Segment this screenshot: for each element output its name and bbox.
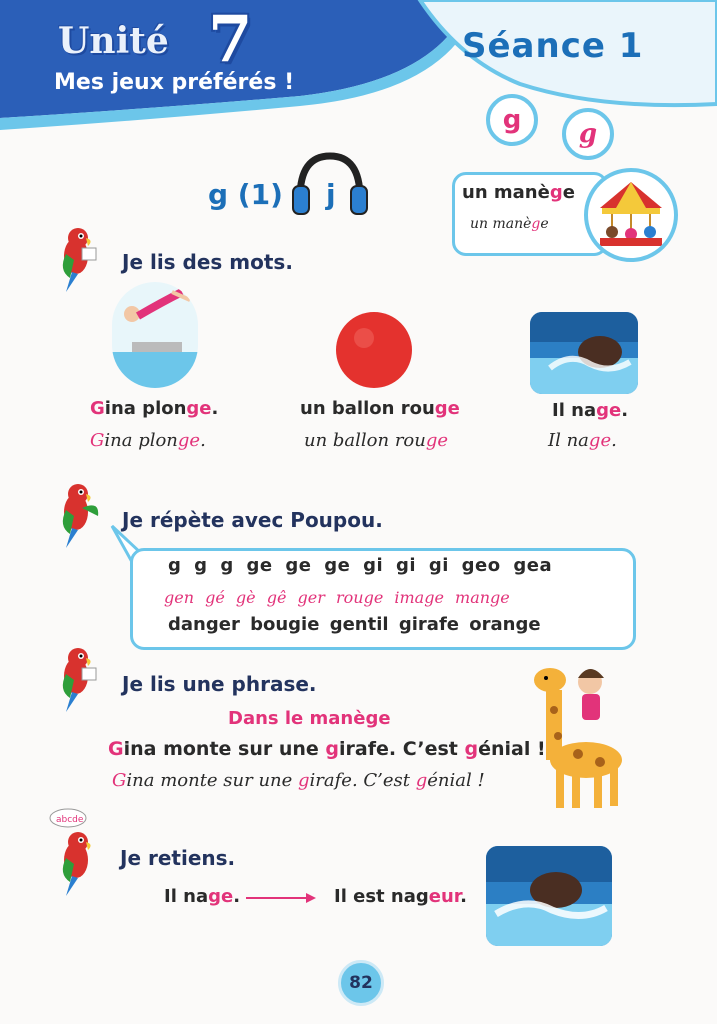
parrot-thinking-icon: [48, 808, 108, 898]
unit-subtitle: Mes jeux préférés !: [54, 70, 295, 95]
sentence-print: Gina monte sur une girafe. C’est génial !: [108, 738, 546, 760]
svg-text:abcde: abcde: [56, 815, 84, 825]
swimmer-image-2: [486, 846, 612, 946]
sentence-cursive: Gina monte sur une girafe. C’est génial !: [112, 770, 485, 791]
swimmer-image: [530, 312, 638, 394]
carousel-image: [584, 168, 678, 262]
session-title: Séance 1: [462, 26, 644, 66]
section-read-sentence: Je lis une phrase.: [122, 672, 317, 696]
reference-word-print: un manège: [462, 182, 575, 203]
section-remember: Je retiens.: [120, 846, 236, 870]
parrot-icon: [52, 480, 102, 550]
unit-label: Unité: [58, 20, 169, 62]
word-3-cursive: Il nage.: [548, 430, 617, 451]
word-2-cursive: un ballon rouge: [304, 430, 449, 451]
word-1-cursive: Gina plonge.: [90, 430, 206, 451]
section-read-words: Je lis des mots.: [122, 250, 293, 274]
section-repeat: Je répète avec Poupou.: [122, 508, 383, 532]
word-3-print: Il nage.: [552, 400, 629, 421]
arrow-right-icon: [244, 888, 318, 908]
parrot-icon: [52, 224, 102, 294]
giraffe-image: [528, 650, 638, 810]
letter-badge-cursive: g: [562, 108, 614, 160]
sentence-title: Dans le manège: [228, 708, 391, 729]
cursive-row: gen gé gè gê ger rouge image mange: [164, 588, 510, 607]
remember-left: Il nage.: [164, 886, 241, 907]
word-2-print: un ballon rouge: [300, 398, 460, 419]
syllable-row: g g g ge ge ge gi gi gi geo gea: [168, 555, 553, 576]
diver-image: [112, 282, 198, 388]
remember-right: Il est nageur.: [334, 886, 467, 907]
words-row: danger bougie gentil girafe orange: [168, 614, 541, 635]
word-1-print: Gina plonge.: [90, 398, 219, 419]
parrot-icon: [52, 644, 102, 714]
unit-number: 7: [208, 2, 253, 77]
sound-label-g: g (1): [208, 178, 283, 211]
sound-label-j: j: [326, 178, 336, 211]
red-ball-image: [334, 310, 414, 390]
reference-word-cursive: un manège: [470, 216, 549, 232]
page-number: 82: [338, 960, 384, 1006]
letter-badge-print: g: [486, 94, 538, 146]
